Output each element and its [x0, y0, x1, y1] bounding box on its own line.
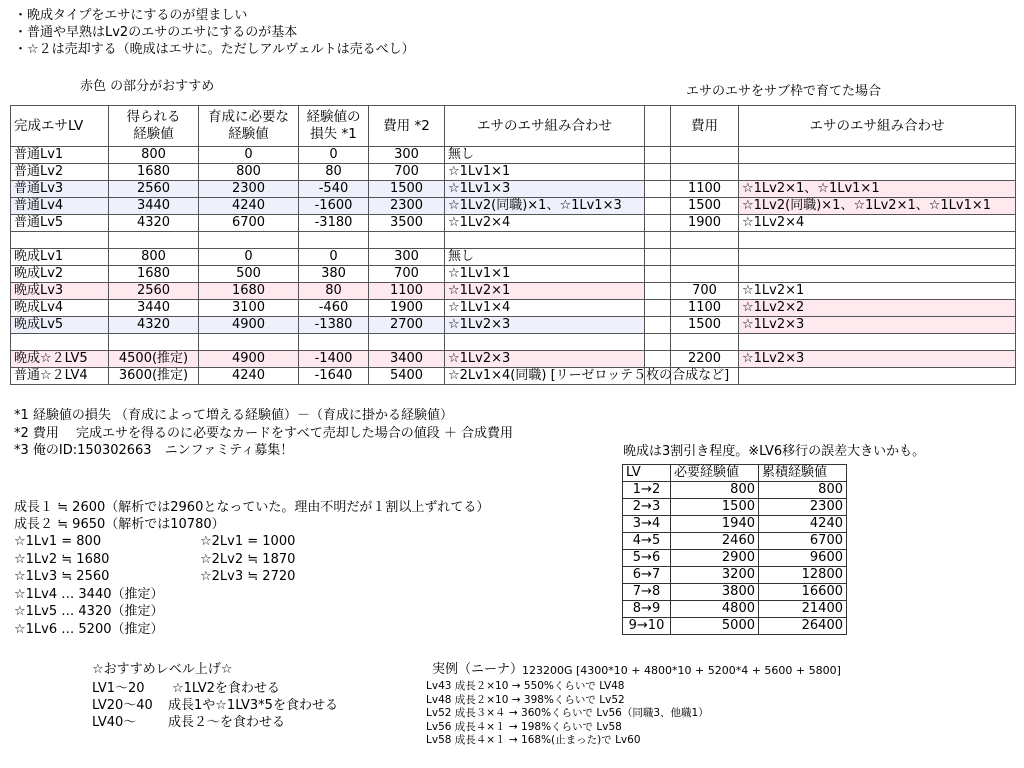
- feed-table-row: [11, 334, 1016, 351]
- lv-cell-range: 6→7: [623, 567, 671, 584]
- cell-exp: 1680: [109, 164, 199, 181]
- cell-loss: -3180: [299, 215, 369, 232]
- example-line: Lv58 成長４×１ → 168%(止まった)で Lv60: [426, 734, 641, 746]
- cell-lv: 晩成Lv1: [11, 249, 109, 266]
- cell-exp: [109, 232, 199, 249]
- lvup-range: LV20～40: [92, 698, 153, 713]
- cell-combo2: ☆1Lv2×3: [739, 351, 1016, 368]
- cell-combo: ☆1Lv2×1: [445, 283, 645, 300]
- cell-loss: 0: [299, 249, 369, 266]
- cell-loss: -1640: [299, 368, 369, 385]
- header-cost: 費用 *2: [369, 106, 445, 147]
- cell-lv: 普通Lv1: [11, 147, 109, 164]
- cell-exp: 3600(推定): [109, 368, 199, 385]
- cell-exp: 800: [109, 147, 199, 164]
- star1-value: ☆1Lv3 ≒ 2560: [14, 569, 110, 584]
- cell-cost2: [671, 249, 739, 266]
- cell-need: [199, 334, 299, 351]
- cell-cost2: 1100: [671, 300, 739, 317]
- lv-cell-need: 2900: [671, 550, 759, 567]
- late-note: 晩成は3割引き程度。※LV6移行の誤差大きいかも。: [623, 444, 926, 459]
- cell-need: 0: [199, 249, 299, 266]
- cell-combo: [445, 232, 645, 249]
- cell-combo2: ☆1Lv2×1: [739, 283, 1016, 300]
- example-line: Lv43 成長２×10 → 550%くらいで LV48: [426, 680, 625, 692]
- cell-combo: ☆1Lv1×3: [445, 181, 645, 198]
- cell-exp: 4320: [109, 317, 199, 334]
- lv-cell-range: 3→4: [623, 516, 671, 533]
- lv-cell-need: 1940: [671, 516, 759, 533]
- note-1: ・晩成タイプをエサにするのが望ましい: [14, 8, 248, 23]
- lv-cell-need: 3800: [671, 584, 759, 601]
- cell-exp: 1680: [109, 266, 199, 283]
- header-need: 育成に必要な 経験値: [199, 106, 299, 147]
- cell-lv: 普通☆２LV4: [11, 368, 109, 385]
- footnote-1: *1 経験値の損失 （育成によって増える経験値）－（育成に掛かる経験値）: [14, 408, 454, 423]
- lvup-text: 成長２～を食わせる: [168, 715, 286, 730]
- lv-cell-need: 4800: [671, 601, 759, 618]
- cell-loss: -540: [299, 181, 369, 198]
- cell-exp: 800: [109, 249, 199, 266]
- cell-cost: 1100: [369, 283, 445, 300]
- star1-value: ☆1Lv1 = 800: [14, 534, 102, 549]
- cell-combo: ☆1Lv1×1: [445, 266, 645, 283]
- note-3: ・☆２は売却する（晩成はエサに。ただしアルヴェルトは売るべし）: [14, 42, 415, 57]
- star2-value: ☆2Lv1 = 1000: [200, 534, 296, 549]
- cell-spacer: [645, 232, 671, 249]
- lv-cell-total: 6700: [759, 533, 847, 550]
- feed-table: [10, 105, 1016, 385]
- cell-lv: 晩成Lv3: [11, 283, 109, 300]
- example-line: Lv52 成長３×４ → 360%くらいで Lv56（同職3、他職1）: [426, 707, 709, 719]
- feed-table-row: [11, 283, 1016, 300]
- lv-table-row: [623, 482, 847, 499]
- feed-table-row: [11, 198, 1016, 215]
- lv-cell-need: 1500: [671, 499, 759, 516]
- cell-cost: 700: [369, 266, 445, 283]
- example-formula: 123200G [4300*10 + 4800*10 + 5200*4 + 5600 + 5800]: [522, 664, 841, 677]
- cell-spacer: [645, 164, 671, 181]
- cell-exp: 2560: [109, 181, 199, 198]
- lv-cell-total: 4240: [759, 516, 847, 533]
- cell-combo: 無し: [445, 249, 645, 266]
- cell-combo: 無し: [445, 147, 645, 164]
- lv-header-lv: LV: [623, 465, 671, 482]
- feed-table-row: [11, 317, 1016, 334]
- cell-spacer: [645, 300, 671, 317]
- lv-cell-range: 4→5: [623, 533, 671, 550]
- cell-need: 4900: [199, 351, 299, 368]
- example-title: 実例（ニーナ）: [432, 662, 524, 677]
- cell-lv: 晩成☆２LV5: [11, 351, 109, 368]
- cell-combo: ☆1Lv2×3: [445, 351, 645, 368]
- cell-cost: 300: [369, 147, 445, 164]
- cell-lv: 晩成Lv4: [11, 300, 109, 317]
- header-cost2: 費用: [671, 106, 739, 147]
- cell-cost: 2300: [369, 198, 445, 215]
- cell-loss: -1380: [299, 317, 369, 334]
- cell-exp: 3440: [109, 198, 199, 215]
- cell-lv: 晩成Lv5: [11, 317, 109, 334]
- cell-cost: 2700: [369, 317, 445, 334]
- example-line: Lv56 成長４×１ → 198%くらいで Lv58: [426, 720, 622, 733]
- cell-lv: 普通Lv4: [11, 198, 109, 215]
- cell-cost2: 2200: [671, 351, 739, 368]
- cell-spacer: [645, 147, 671, 164]
- lv-table-row: [623, 516, 847, 533]
- sub-frame-label: エサのエサをサブ枠で育てた場合: [686, 84, 882, 99]
- header-lv: 完成エサLV: [11, 106, 109, 147]
- feed-table-row: [11, 300, 1016, 317]
- feed-table-row: [11, 232, 1016, 249]
- cell-cost2: 1900: [671, 215, 739, 232]
- star1-value: ☆1Lv5 … 4320（推定）: [14, 604, 164, 619]
- lv-cell-total: 2300: [759, 499, 847, 516]
- lv-table-row: [623, 567, 847, 584]
- growth-1: 成長１ ≒ 2600（解析では2960となっていた。理由不明だが１割以上ずれてる）: [14, 500, 490, 515]
- lv-header-total: 累積経験値: [759, 465, 847, 482]
- cell-spacer: [645, 351, 671, 368]
- level-exp-table: [622, 464, 847, 635]
- cell-exp: [109, 334, 199, 351]
- lv-cell-total: 16600: [759, 584, 847, 601]
- cell-need: 0: [199, 147, 299, 164]
- lv-cell-range: 5→6: [623, 550, 671, 567]
- cell-exp: 3440: [109, 300, 199, 317]
- cell-combo: ☆1Lv1×1: [445, 164, 645, 181]
- cell-combo2: [739, 232, 1016, 249]
- cell-combo2: [739, 147, 1016, 164]
- lv-cell-range: 8→9: [623, 601, 671, 618]
- feed-table-row: [11, 181, 1016, 198]
- header-exp: 得られる 経験値: [109, 106, 199, 147]
- cell-combo2: [739, 368, 1016, 385]
- cell-cost2: [671, 232, 739, 249]
- cell-need: 800: [199, 164, 299, 181]
- feed-table-row: [11, 147, 1016, 164]
- cell-cost: 700: [369, 164, 445, 181]
- note-2: ・普通や早熟はLv2のエサのエサにするのが基本: [14, 25, 298, 40]
- cell-spacer: [645, 283, 671, 300]
- cell-cost2: [671, 266, 739, 283]
- cell-loss: 0: [299, 147, 369, 164]
- lv-table-row: [623, 533, 847, 550]
- cell-cost2: [671, 164, 739, 181]
- cell-need: [199, 232, 299, 249]
- cell-combo: ☆2Lv1×4(同職) [リーゼロッテ５枚の合成など]: [445, 368, 645, 385]
- cell-lv: [11, 232, 109, 249]
- cell-lv: 普通Lv2: [11, 164, 109, 181]
- star1-value: ☆1Lv4 … 3440（推定）: [14, 586, 164, 602]
- cell-loss: -1600: [299, 198, 369, 215]
- lv-table-row: [623, 618, 847, 635]
- cell-cost: 5400: [369, 368, 445, 385]
- cell-need: 6700: [199, 215, 299, 232]
- cell-lv: 普通Lv5: [11, 215, 109, 232]
- footnote-2: *2 費用 完成エサを得るのに必要なカードをすべて売却した場合の値段 ＋ 合成費用: [14, 426, 514, 441]
- lv-table-row: [623, 584, 847, 601]
- cell-cost2: 1500: [671, 198, 739, 215]
- cell-lv: 晩成Lv2: [11, 266, 109, 283]
- lv-cell-range: 1→2: [623, 482, 671, 499]
- cell-loss: 80: [299, 164, 369, 181]
- cell-cost2: 1500: [671, 317, 739, 334]
- cell-spacer: [645, 334, 671, 351]
- lv-cell-need: 800: [671, 482, 759, 499]
- cell-combo2: ☆1Lv2×4: [739, 215, 1016, 232]
- lv-cell-need: 5000: [671, 618, 759, 635]
- lvup-range: LV40～: [92, 715, 137, 730]
- cell-need: 500: [199, 266, 299, 283]
- feed-table-row: [11, 368, 1016, 385]
- feed-table-row: [11, 249, 1016, 266]
- cell-exp: 2560: [109, 283, 199, 300]
- cell-loss: [299, 334, 369, 351]
- cell-spacer: [645, 215, 671, 232]
- cell-need: 4240: [199, 368, 299, 385]
- cell-need: 2300: [199, 181, 299, 198]
- lv-cell-range: 7→8: [623, 584, 671, 601]
- cell-cost2: 700: [671, 283, 739, 300]
- cell-combo2: ☆1Lv2×3: [739, 317, 1016, 334]
- cell-cost: 1500: [369, 181, 445, 198]
- cell-combo2: [739, 249, 1016, 266]
- recommend-lvup-title: ☆おすすめレベル上げ☆: [92, 662, 233, 677]
- star2-value: ☆2Lv3 ≒ 2720: [200, 569, 296, 584]
- cell-combo2: [739, 164, 1016, 181]
- star1-value: ☆1Lv2 ≒ 1680: [14, 551, 110, 567]
- feed-table-row: [11, 351, 1016, 368]
- cell-need: 1680: [199, 283, 299, 300]
- cell-spacer: [645, 266, 671, 283]
- feed-table-row: [11, 215, 1016, 232]
- cell-lv: [11, 334, 109, 351]
- header-loss: 経験値の 損失 *1: [299, 106, 369, 147]
- cell-exp: 4320: [109, 215, 199, 232]
- cell-combo2: ☆1Lv2(同職)×1、☆1Lv2×1、☆1Lv1×1: [739, 198, 1016, 215]
- cell-loss: [299, 232, 369, 249]
- cell-cost: 3400: [369, 351, 445, 368]
- lv-cell-total: 9600: [759, 550, 847, 567]
- cell-spacer: [645, 198, 671, 215]
- lvup-text: ☆1LV2を食わせる: [172, 681, 280, 696]
- cell-need: 3100: [199, 300, 299, 317]
- cell-spacer: [645, 317, 671, 334]
- recommend-label: 赤色 の部分がおすすめ: [80, 79, 215, 94]
- cell-spacer: [645, 249, 671, 266]
- cell-combo2: ☆1Lv2×2: [739, 300, 1016, 317]
- cell-combo2: ☆1Lv2×1、☆1Lv1×1: [739, 181, 1016, 198]
- feed-table-row: [11, 164, 1016, 181]
- cell-combo: ☆1Lv2(同職)×1、☆1Lv1×3: [445, 198, 645, 215]
- lv-cell-range: 2→3: [623, 499, 671, 516]
- cell-cost: 300: [369, 249, 445, 266]
- cell-combo2: [739, 266, 1016, 283]
- lv-cell-need: 3200: [671, 567, 759, 584]
- cell-combo: [445, 334, 645, 351]
- growth-2: 成長２ ≒ 9650（解析では10780）: [14, 517, 225, 532]
- cell-cost2: [671, 147, 739, 164]
- lv-cell-total: 26400: [759, 618, 847, 635]
- lv-cell-total: 12800: [759, 567, 847, 584]
- cell-loss: 80: [299, 283, 369, 300]
- cell-cost: [369, 334, 445, 351]
- lv-table-row: [623, 601, 847, 618]
- cell-lv: 普通Lv3: [11, 181, 109, 198]
- cell-cost: [369, 232, 445, 249]
- lv-table-row: [623, 550, 847, 567]
- lv-cell-range: 9→10: [623, 618, 671, 635]
- feed-table-row: [11, 266, 1016, 283]
- cell-cost: 1900: [369, 300, 445, 317]
- lvup-range: LV1～20: [92, 681, 145, 696]
- star2-value: ☆2Lv2 ≒ 1870: [200, 551, 296, 567]
- cell-need: 4240: [199, 198, 299, 215]
- lv-cell-total: 800: [759, 482, 847, 499]
- cell-combo2: [739, 334, 1016, 351]
- cell-combo: ☆1Lv2×3: [445, 317, 645, 334]
- header-spacer: [645, 106, 671, 147]
- cell-spacer: [645, 181, 671, 198]
- cell-cost: 3500: [369, 215, 445, 232]
- example-line: Lv48 成長２×10 → 398%くらいで Lv52: [426, 693, 625, 706]
- cell-exp: 4500(推定): [109, 351, 199, 368]
- header-combo: エサのエサ組み合わせ: [445, 106, 645, 147]
- cell-combo: ☆1Lv1×4: [445, 300, 645, 317]
- header-combo2: エサのエサ組み合わせ: [739, 106, 1016, 147]
- footnote-3: *3 俺のID:150302663 ニンファミティ募集！: [14, 443, 294, 458]
- cell-cost2: [671, 334, 739, 351]
- cell-cost2: 1100: [671, 181, 739, 198]
- lv-cell-need: 2460: [671, 533, 759, 550]
- cell-need: 4900: [199, 317, 299, 334]
- feed-table-header: [11, 106, 1016, 147]
- lv-table-row: [623, 499, 847, 516]
- lvup-text: 成長1や☆1LV3*5を食わせる: [168, 698, 338, 713]
- cell-loss: -460: [299, 300, 369, 317]
- lv-header-need: 必要経験値: [671, 465, 759, 482]
- lv-cell-total: 21400: [759, 601, 847, 618]
- cell-loss: -1400: [299, 351, 369, 368]
- star1-value: ☆1Lv6 … 5200（推定）: [14, 621, 164, 637]
- cell-loss: 380: [299, 266, 369, 283]
- cell-combo: ☆1Lv2×4: [445, 215, 645, 232]
